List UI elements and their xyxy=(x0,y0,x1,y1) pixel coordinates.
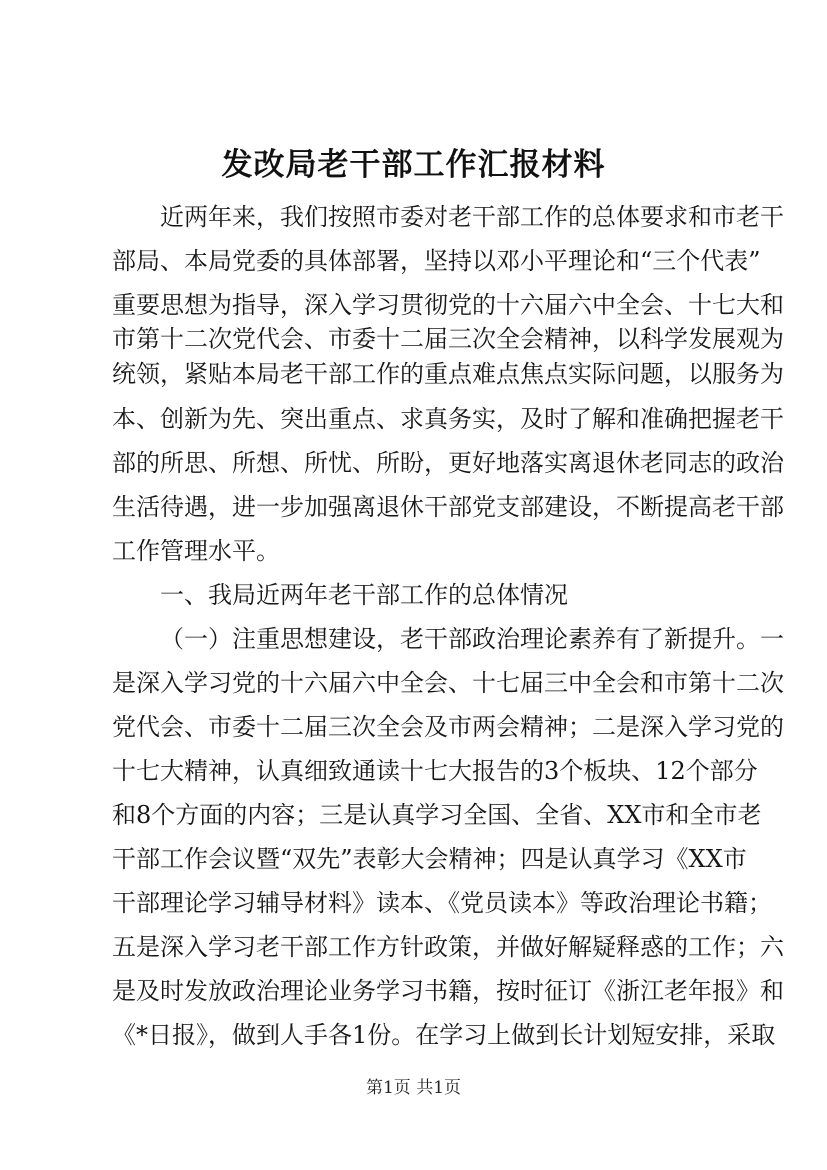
paragraph-line: 统领，紧贴本局老干部工作的重点难点焦点实际问题，以服务为 xyxy=(112,360,784,388)
paragraph-line: 是及时发放政治理论业务学习书籍，按时征订《浙江老年报》和 xyxy=(112,977,784,1005)
paragraph-line: 党代会、市委十二届三次全会及市两会精神；二是深入学习党的 xyxy=(112,713,784,741)
paragraph-line: 重要思想为指导，深入学习贯彻党的十六届六中全会、十七大和 xyxy=(112,291,784,319)
paragraph-line: 五是深入学习老干部工作方针政策，并做好解疑释惑的工作；六 xyxy=(112,933,784,961)
document-title: 发改局老干部工作汇报材料 xyxy=(221,147,606,183)
paragraph-line: 十七大精神，认真细致通读十七大报告的3个板块、12个部分 xyxy=(112,757,758,785)
paragraph-line: 部局、本局党委的具体部署，坚持以邓小平理论和“三个代表” xyxy=(112,247,761,275)
paragraph-line: 近两年来，我们按照市委对老干部工作的总体要求和市老干 xyxy=(160,203,784,231)
paragraph-line: 本、创新为先、突出重点、求真务实，及时了解和准确把握老干 xyxy=(112,405,784,433)
paragraph-line: 市第十二次党代会、市委十二届三次全会精神，以科学发展观为 xyxy=(112,325,784,353)
section-heading: 一、我局近两年老干部工作的总体情况 xyxy=(160,581,568,609)
paragraph-line: 干部理论学习辅导材料》读本、《党员读本》等政治理论书籍； xyxy=(112,889,772,917)
paragraph-line: 是深入学习党的十六届六中全会、十七届三中全会和市第十二次 xyxy=(112,669,784,697)
paragraph-line: 干部工作会议暨“双先”表彰大会精神；四是认真学习《XX市 xyxy=(112,845,747,873)
page-footer: 第1页 共1页 xyxy=(365,1078,462,1098)
paragraph-line: 工作管理水平。 xyxy=(112,537,280,565)
paragraph-line: （一）注重思想建设，老干部政治理论素养有了新提升。一 xyxy=(160,625,784,653)
paragraph-line: 部的所思、所想、所忧、所盼，更好地落实离退休老同志的政治 xyxy=(112,449,784,477)
paragraph-line: 生活待遇，进一步加强离退休干部党支部建设，不断提高老干部 xyxy=(112,493,784,521)
paragraph-line: 和8个方面的内容；三是认真学习全国、全省、XX市和全市老 xyxy=(112,801,762,829)
paragraph-line: 《*日报》，做到人手各1份。在学习上做到长计划短安排，采取 xyxy=(112,1021,776,1049)
